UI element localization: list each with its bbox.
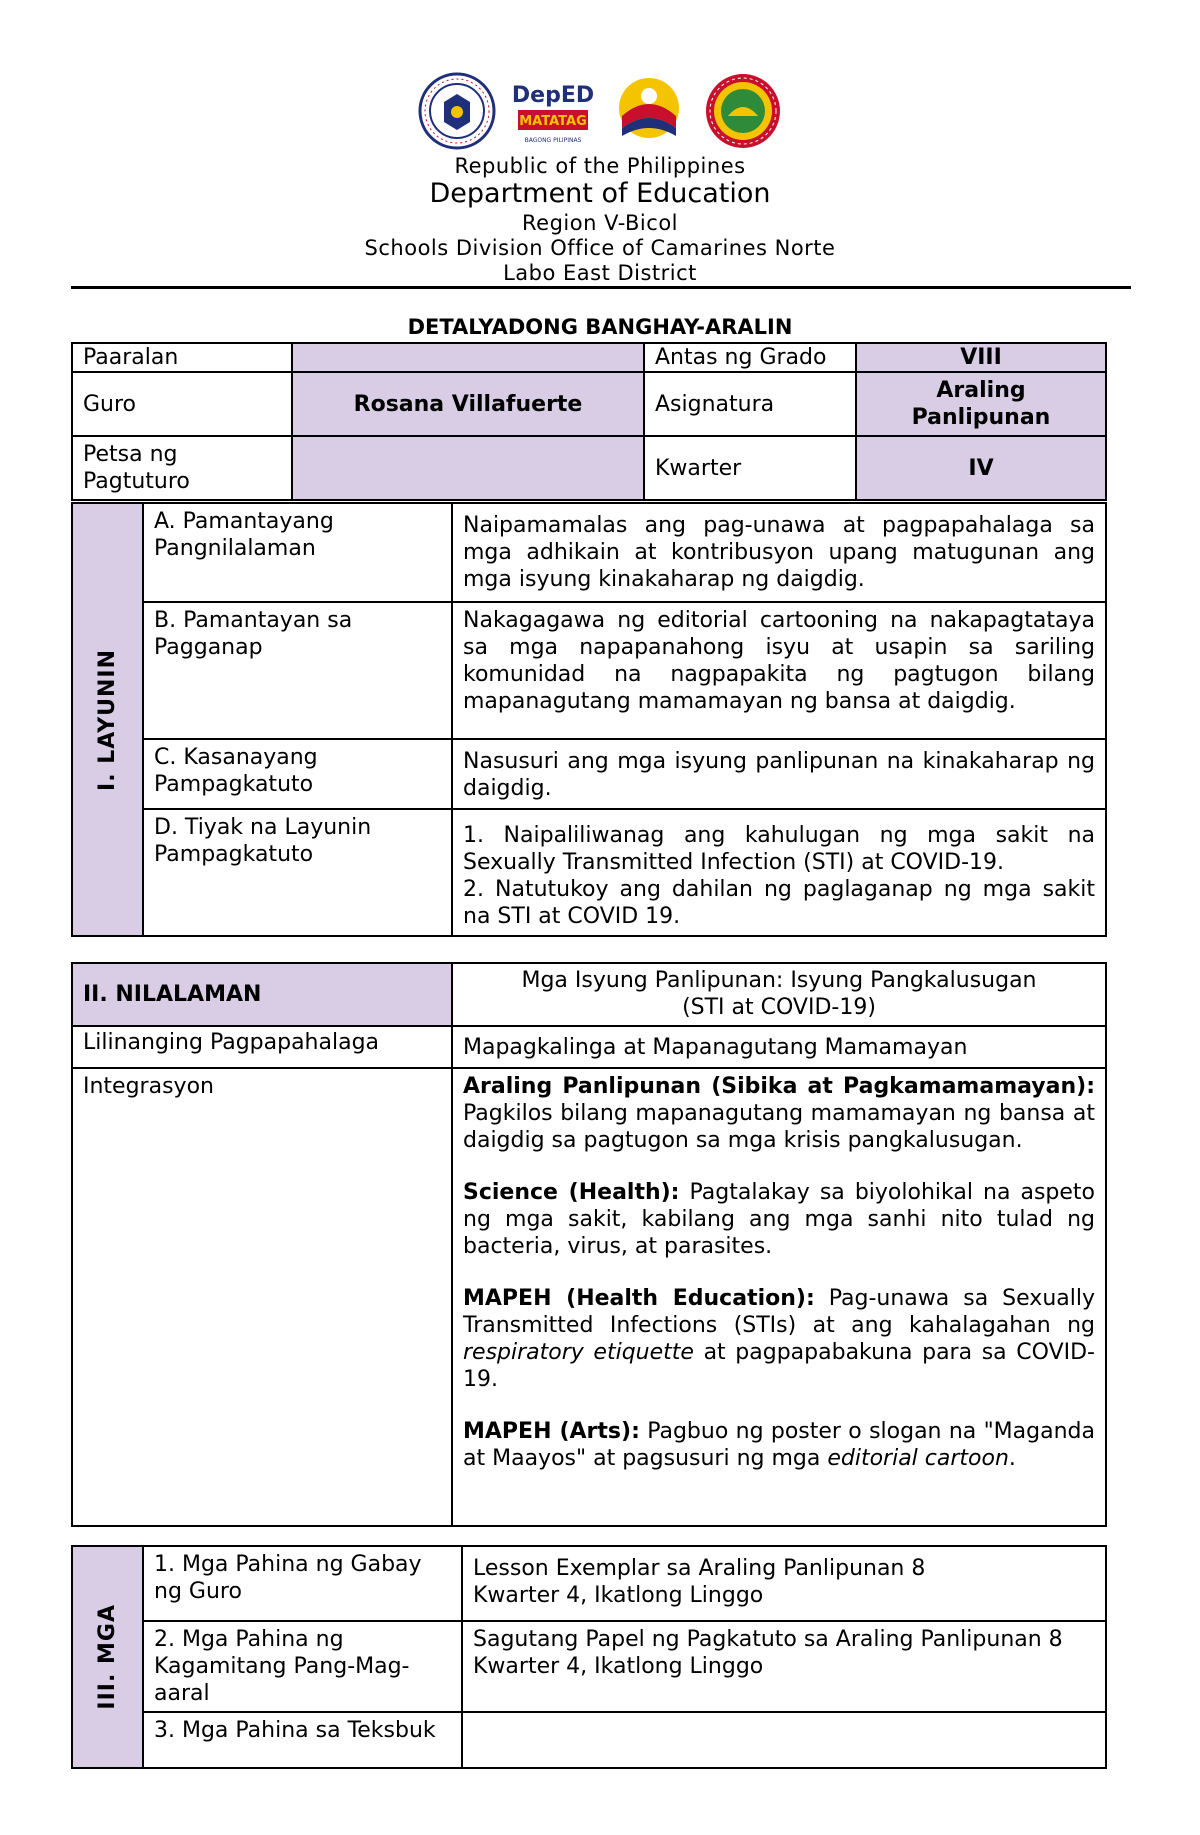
nilalaman-topic-line1: Mga Isyung Panlipunan: Isyung Pangkalusugan bbox=[521, 968, 1037, 993]
header-divider bbox=[71, 286, 1131, 289]
header-republic: Republic of the Philippines bbox=[454, 154, 746, 178]
asignatura-value bbox=[856, 372, 1106, 436]
petsa-value bbox=[292, 436, 644, 500]
layunin-d-label: D. Tiyak na Layunin Pampagkatuto bbox=[143, 809, 452, 936]
integrasyon-ap-bold: Araling Panlipunan (Sibika at Pagkamamamayan): bbox=[463, 1074, 1095, 1099]
mga-row1-label: 1. Mga Pahina ng Gabay ng Guro bbox=[143, 1546, 462, 1621]
deped-text: DepED bbox=[512, 83, 594, 108]
integrasyon-mapeh-health-text2: at pagpapabakuna para sa COVID-19. bbox=[463, 1340, 1095, 1392]
petsa-label-line2: Pagtuturo bbox=[83, 469, 190, 494]
integrasyon-mapeh-arts bbox=[463, 1418, 1095, 1472]
layunin-table bbox=[71, 502, 1107, 937]
nilalaman-topic bbox=[452, 963, 1106, 1026]
layunin-d-text bbox=[452, 809, 1106, 936]
integrasyon-label: Integrasyon bbox=[72, 1068, 452, 1526]
matatag-text: MATATAG bbox=[519, 114, 587, 129]
integrasyon-mapeh-health-text1: Pag-unawa sa Sexually Transmitted Infections (STIs) at ang kahalagahan ng bbox=[463, 1286, 1095, 1338]
antas-value: VIII bbox=[856, 343, 1106, 372]
layunin-a-label: A. Pamantayang Pangnilalaman bbox=[143, 503, 452, 602]
integrasyon-mapeh-arts-text2: . bbox=[1008, 1446, 1016, 1471]
asignatura-value-line1: Araling bbox=[936, 378, 1026, 403]
layunin-b-label: B. Pamantayan sa Pagganap bbox=[143, 602, 452, 739]
paaralan-label: Paaralan bbox=[72, 343, 292, 372]
integrasyon-content bbox=[452, 1068, 1106, 1526]
mga-side-label: III. MGA bbox=[95, 1604, 120, 1710]
mga-row3-value bbox=[462, 1712, 1106, 1768]
deped-seal-logo bbox=[418, 72, 496, 150]
paaralan-value bbox=[292, 343, 644, 372]
header-region: Region V-Bicol bbox=[522, 211, 678, 235]
mga-row2-label: 2. Mga Pahina ng Kagamitang Pang-Mag-aaral bbox=[143, 1621, 462, 1712]
layunin-d-item1: 1. Naipaliliwanag ang kahulugan ng mga sakit na Sexually Transmitted Infection (STI) at COVID-19. bbox=[463, 823, 1095, 875]
integrasyon-ap bbox=[463, 1073, 1095, 1154]
integrasyon-science-text: Pagtalakay sa biyolohikal na aspeto ng mga sakit, kabilang ang mga sanhi nito tulad ng bacteria, virus, at parasites. bbox=[463, 1180, 1095, 1259]
mga-row3-label: 3. Mga Pahina sa Teksbuk bbox=[143, 1712, 462, 1768]
mga-row1-line2: Kwarter 4, Ikatlong Linggo bbox=[473, 1583, 764, 1608]
logo-row bbox=[0, 70, 1200, 152]
mga-table bbox=[71, 1545, 1107, 1769]
deped-matatag-logo bbox=[512, 72, 594, 150]
guro-value: Rosana Villafuerte bbox=[292, 372, 644, 436]
integrasyon-mapeh-arts-text1: Pagbuo ng poster o slogan na "Maganda at Maayos" at pagsusuri ng mga bbox=[463, 1419, 1095, 1471]
kwarter-label: Kwarter bbox=[644, 436, 856, 500]
integrasyon-science-bold: Science (Health): bbox=[463, 1180, 680, 1205]
layunin-a-text: Naipamamalas ang pag-unawa at pagpapahalaga sa mga adhikain at kontribusyon upang matugunan ang mga isyung kinakaharap ng daigdig. bbox=[452, 503, 1106, 602]
mga-row2-value bbox=[462, 1621, 1106, 1712]
asignatura-value-line2: Panlipunan bbox=[911, 405, 1051, 430]
camarines-norte-division-seal-logo bbox=[704, 72, 782, 150]
document-title: DETALYADONG BANGHAY-ARALIN bbox=[407, 315, 793, 339]
mga-row1-line1: Lesson Exemplar sa Araling Panlipunan 8 bbox=[473, 1556, 926, 1581]
mga-side-header bbox=[72, 1546, 143, 1768]
header-district: Labo East District bbox=[503, 261, 697, 285]
asignatura-label: Asignatura bbox=[644, 372, 856, 436]
integrasyon-science bbox=[463, 1179, 1095, 1260]
antas-label: Antas ng Grado bbox=[644, 343, 856, 372]
layunin-side-label: I. LAYUNIN bbox=[95, 648, 120, 791]
integrasyon-mapeh-arts-bold: MAPEH (Arts): bbox=[463, 1419, 640, 1444]
bagong-pilipinas-logo bbox=[610, 72, 688, 150]
mga-row1-value bbox=[462, 1546, 1106, 1621]
petsa-label-line1: Petsa ng bbox=[83, 442, 178, 467]
nilalaman-table bbox=[71, 962, 1107, 1527]
kwarter-value: IV bbox=[856, 436, 1106, 500]
mga-row2-line2: Kwarter 4, Ikatlong Linggo bbox=[473, 1654, 764, 1679]
integrasyon-mapeh-arts-italic: editorial cartoon bbox=[827, 1446, 1009, 1471]
guro-label: Guro bbox=[72, 372, 292, 436]
integrasyon-mapeh-health-italic: respiratory etiquette bbox=[463, 1340, 694, 1365]
info-table bbox=[71, 342, 1107, 501]
layunin-c-text: Nasusuri ang mga isyung panlipunan na kinakaharap ng daigdig. bbox=[452, 739, 1106, 809]
nilalaman-heading: II. NILALAMAN bbox=[72, 963, 452, 1026]
bagong-pilipinas-tag: BAGONG PILIPINAS bbox=[524, 137, 582, 144]
header-division: Schools Division Office of Camarines Norte bbox=[364, 236, 836, 260]
mga-row2-line1: Sagutang Papel ng Pagkatuto sa Araling Panlipunan 8 bbox=[473, 1627, 1063, 1652]
layunin-c-label: C. Kasanayang Pampagkatuto bbox=[143, 739, 452, 809]
spacer bbox=[463, 1260, 1095, 1285]
spacer bbox=[463, 1154, 1095, 1179]
integrasyon-mapeh-health-bold: MAPEH (Health Education): bbox=[463, 1286, 815, 1311]
lilinangin-value: Mapagkalinga at Mapanagutang Mamamayan bbox=[452, 1026, 1106, 1068]
layunin-side-header bbox=[72, 503, 143, 936]
lilinangin-label: Lilinanging Pagpapahalaga bbox=[72, 1026, 452, 1068]
nilalaman-topic-line2: (STI at COVID-19) bbox=[682, 995, 876, 1020]
integrasyon-mapeh-health bbox=[463, 1285, 1095, 1393]
layunin-d-item2: 2. Natutukoy ang dahilan ng paglaganap ng mga sakit na STI at COVID 19. bbox=[463, 877, 1095, 929]
header-department: Department of Education bbox=[429, 178, 771, 209]
layunin-b-text: Nakagagawa ng editorial cartooning na nakapagtataya sa mga napapanahong isyu at usapin sa sariling komunidad na nagpapakita ng pagtugon bilang mapanagutang mamamayan ng bansa at daigdig. bbox=[452, 602, 1106, 739]
integrasyon-ap-text: Pagkilos bilang mapanagutang mamamayan ng bansa at daigdig sa pagtugon sa mga krisis pangkalusugan. bbox=[463, 1101, 1095, 1153]
spacer bbox=[463, 1393, 1095, 1418]
petsa-label bbox=[72, 436, 292, 500]
